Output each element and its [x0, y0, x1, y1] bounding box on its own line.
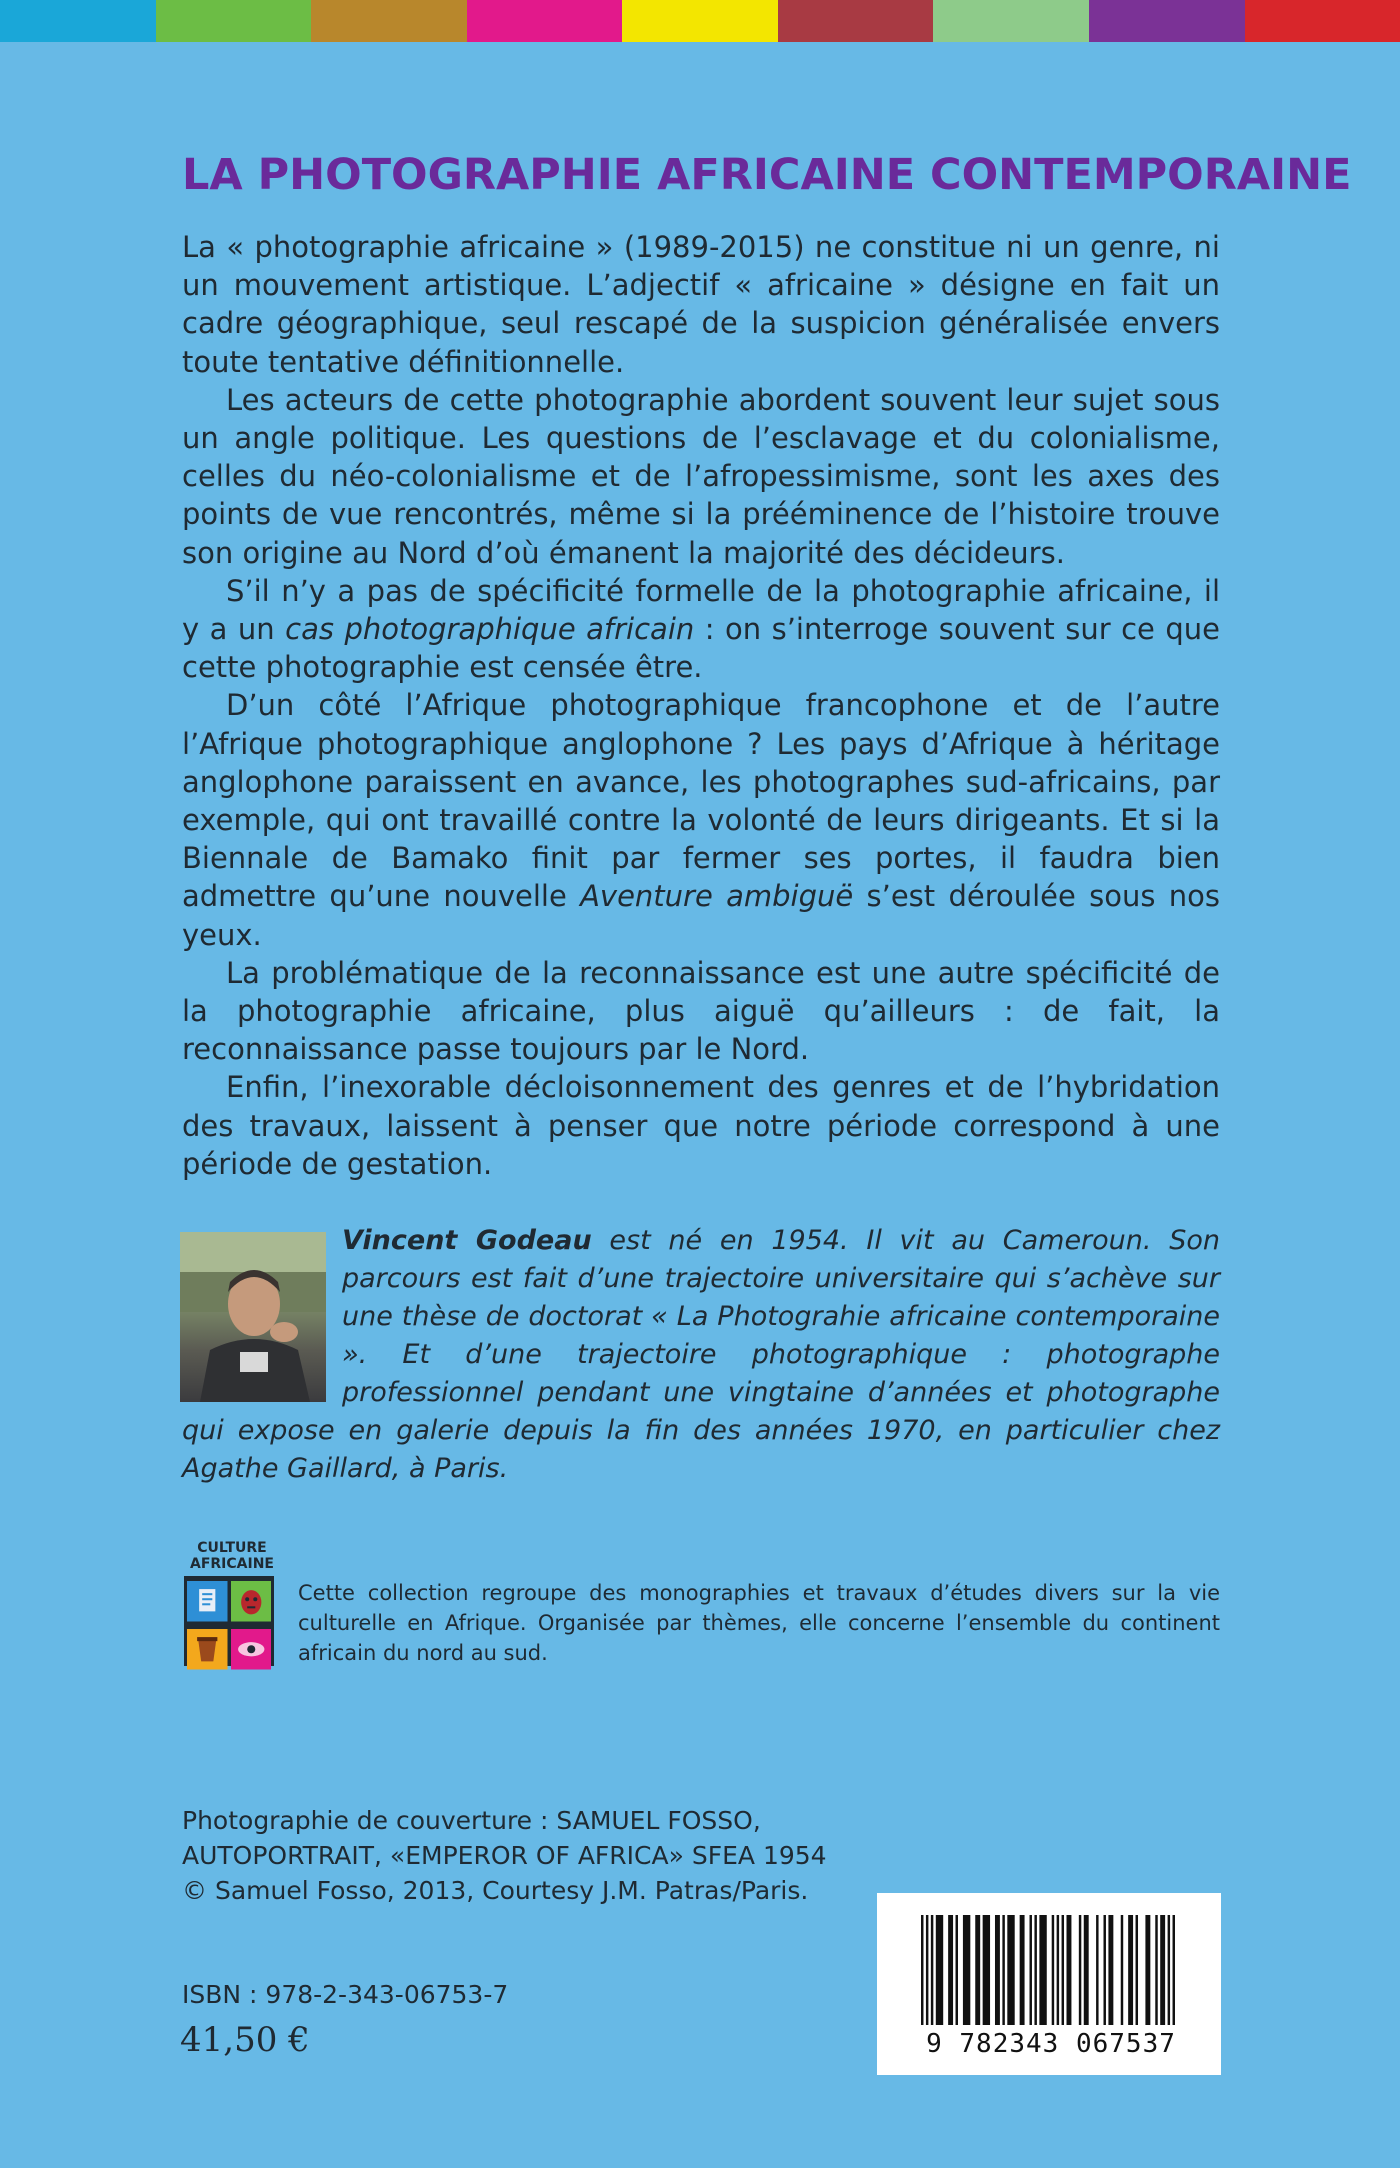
barcode-bar: [1096, 1915, 1098, 2025]
p4-emphasis: Aventure ambiguë: [580, 879, 854, 914]
logo-document-icon: [187, 1579, 228, 1624]
color-stripe-1: [0, 0, 156, 42]
logo-drum-icon: [187, 1627, 228, 1672]
barcode-bar: [1020, 1915, 1025, 2025]
barcode-bar: [1057, 1915, 1059, 2025]
author-name: Vincent Godeau: [342, 1225, 592, 1256]
barcode-bar: [1052, 1915, 1054, 2025]
p3-text-b: : on s’interroge souvent sur ce que cette photographie est censée être.: [182, 612, 1220, 685]
color-stripe-5: [622, 0, 778, 42]
collection-logo-label: [182, 1540, 282, 1572]
barcode-bar: [1108, 1915, 1113, 2025]
logo-eye-icon: [231, 1627, 272, 1672]
photo-spacer: [182, 1222, 342, 1408]
summary-paragraph-3: [182, 572, 1220, 687]
barcode-bar: [1039, 1915, 1046, 2025]
author-bio: [182, 1222, 1220, 1488]
barcode-bar: [926, 1915, 928, 2025]
barcode-bars: [921, 1915, 1175, 2025]
color-stripe-9: [1245, 0, 1400, 42]
barcode-bar: [1067, 1915, 1072, 2025]
credits-line-2: AUTOPORTRAIT, «EMPEROR OF AFRICA» SFEA 1954: [182, 1841, 827, 1870]
barcode-bar: [956, 1915, 958, 2025]
p4-text-b: s’est déroulée sous nos yeux.: [182, 879, 1220, 952]
color-stripe-4: [467, 0, 623, 42]
logo-mask-icon: [231, 1579, 272, 1624]
barcode: [877, 1893, 1221, 2075]
p4-text-a: D’un côté l’Afrique photographique francophone et de l’autre l’Afrique photographique anglophone ? Les pays d’Afrique à héritage anglophone paraissent en avance, les photographes sud-africains, par exemple, qui ont travaillé contre la volonté de leurs dirigeants. Et si la Biennale de Bamako finit par fermer ses portes, il faudra bien admettre qu’une nouvelle: [182, 688, 1220, 914]
barcode-bar: [1168, 1915, 1170, 2025]
barcode-bar: [931, 1915, 933, 2025]
isbn: ISBN : 978-2-343-06753-7: [182, 1980, 509, 2009]
barcode-bar: [921, 1915, 923, 2025]
p3-text-a: S’il n’y a pas de spécificité formelle de la photographie africaine, il y a un: [182, 573, 1220, 647]
barcode-bar: [1034, 1915, 1036, 2025]
color-stripe-8: [1089, 0, 1245, 42]
barcode-bar: [1128, 1915, 1133, 2025]
barcode-bar: [1103, 1915, 1105, 2025]
barcode-bar: [1145, 1915, 1150, 2025]
barcode-bar: [1007, 1915, 1014, 2025]
price: 41,50 €: [180, 2020, 310, 2060]
barcode-bar: [1079, 1915, 1081, 2025]
barcode-bar: [1155, 1915, 1157, 2025]
barcode-bar: [1160, 1915, 1165, 2025]
color-stripe-bar: [0, 0, 1400, 42]
back-cover-summary: [182, 228, 1220, 1183]
barcode-bar: [1062, 1915, 1064, 2025]
barcode-bar: [983, 1915, 990, 2025]
summary-paragraph-1: La « photographie africaine » (1989-2015) ne constitue ni un genre, ni un mouvement artistique. L’adjectif « africaine » désigne en fait un cadre géographique, seul rescapé de la suspicion généralisée envers toute tentative définitionnelle.: [182, 230, 1220, 379]
color-stripe-2: [156, 0, 312, 42]
barcode-bar: [1173, 1915, 1175, 2025]
p3-emphasis: cas photographique africain: [285, 612, 695, 647]
barcode-bar: [995, 1915, 1000, 2025]
collection-label-line1: CULTURE: [197, 1540, 267, 1556]
credits-line-1: Photographie de couverture : SAMUEL FOSSO,: [182, 1806, 761, 1835]
color-stripe-7: [933, 0, 1089, 42]
summary-paragraph-4: [182, 686, 1220, 953]
author-bio-text: est né en 1954. Il vit au Cameroun. Son parcours est fait d’une trajectoire universitaire qui s’achève sur une thèse de doctorat « La Photograhie africaine contemporaine ». Et d’une trajectoire photographique : photographe professionnel pendant une vingtaine d’années et photographe qui expose en galerie depuis la fin des années 1970, en particulier chez Agathe Gaillard, à Paris.: [182, 1225, 1220, 1484]
cover-photo-credits: [182, 1803, 882, 1908]
barcode-bar: [1121, 1915, 1123, 2025]
barcode-bar: [948, 1915, 953, 2025]
book-title: LA PHOTOGRAPHIE AFRICAINE CONTEMPORAINE: [182, 150, 1352, 200]
color-stripe-6: [778, 0, 934, 42]
barcode-bar: [1030, 1915, 1032, 2025]
barcode-bar: [936, 1915, 943, 2025]
barcode-bar: [963, 1915, 970, 2025]
barcode-bar: [975, 1915, 980, 2025]
color-stripe-3: [311, 0, 467, 42]
barcode-digits: 9 782343 067537: [926, 2029, 1176, 2059]
collection-label-line2: AFRICAINE: [190, 1556, 274, 1572]
barcode-bar: [1002, 1915, 1004, 2025]
barcode-bar: [1136, 1915, 1138, 2025]
barcode-bar: [1084, 1915, 1089, 2025]
summary-paragraph-2: Les acteurs de cette photographie abordent souvent leur sujet sous un angle politique. Les questions de l’esclavage et du colonialisme, celles du néo-colonialisme et de l’afropessimisme, sont les axes des points de vue rencontrés, même si la prééminence de l’histoire trouve son origine au Nord d’où émanent la majorité des décideurs.: [182, 382, 1220, 570]
collection-logo: [184, 1576, 274, 1666]
summary-paragraph-5: La problématique de la reconnaissance est une autre spécificité de la photographie africaine, plus aiguë qu’ailleurs : de fait, la reconnaissance passe toujours par le Nord.: [182, 955, 1220, 1067]
credits-line-3: © Samuel Fosso, 2013, Courtesy J.M. Patras/Paris.: [182, 1876, 809, 1905]
collection-description: Cette collection regroupe des monographies et travaux d’études divers sur la vie culturelle en Afrique. Organisée par thèmes, elle concerne l’ensemble du continent africain du nord au sud.: [298, 1581, 1220, 1665]
summary-paragraph-6: Enfin, l’inexorable décloisonnement des genres et de l’hybridation des travaux, laissent à penser que notre période correspond à une période de gestation.: [182, 1070, 1220, 1181]
